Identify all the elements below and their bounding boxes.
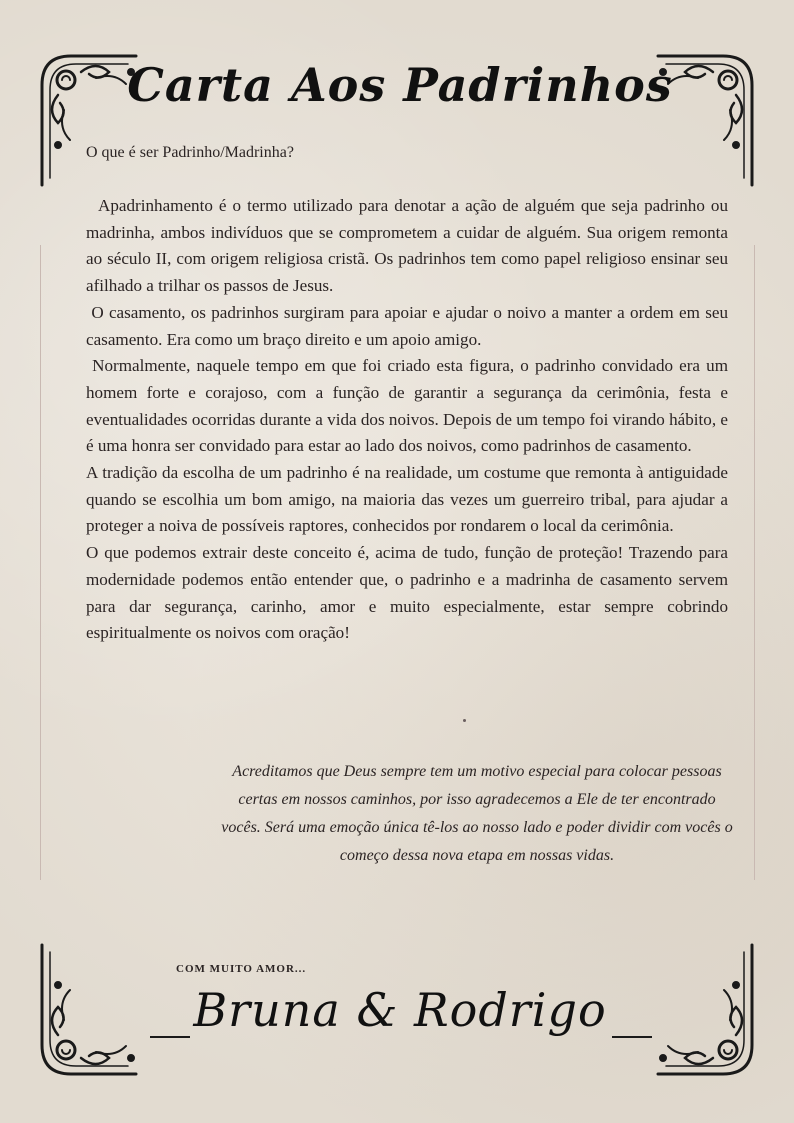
closing-salutation: COM MUITO AMOR...	[176, 963, 307, 975]
paragraph: Apadrinhamento é o termo utilizado para denotar a ação de alguém que seja padrinho ou madrinha, ambos indivíduos que se comprometem a cuidar de alguém. Sua origem remonta ao século II, com origem religiosa cristã. Os padrinhos tem como papel religioso ensinar seu afilhado a trilhar os passos de Jesus.	[86, 196, 733, 296]
right-border-rule	[754, 245, 755, 880]
decorative-dot	[463, 719, 466, 722]
signature-rule-right	[612, 1036, 652, 1038]
paragraph: Normalmente, naquele tempo em que foi criado esta figura, o padrinho convidado era um homem forte e corajoso, com a função de garantir a segurança da cerimônia, festa e eventualidades ocorridas durante a vida dos noivos. Depois de um tempo foi virando hábito, e é uma honra ser convidado para estar ao lado dos noivos, como padrinhos de casamento.	[86, 356, 733, 456]
section-heading: O que é ser Padrinho/Madrinha?	[86, 144, 294, 161]
signature-names: Bruna & Rodrigo	[193, 983, 607, 1037]
paragraph: A tradição da escolha de um padrinho é na realidade, um costume que remonta à antiguidade quando se escolhia um bom amigo, na maioria das vezes um guerreiro tribal, para ajudar a proteger a noiva de possíveis raptores, conhecidos por rondarem o local da cerimônia.	[86, 463, 728, 536]
left-border-rule	[40, 245, 41, 880]
closing-quote: Acreditamos que Deus sempre tem um motivo especial para colocar pessoas certas em nossos caminhos, por isso agradecemos a Ele de ter encontrado vocês. Será uma emoção única tê-los ao nosso lado e poder dividir com vocês o começo dessa nova etapa em nossas vidas.	[221, 763, 733, 864]
letter-body	[86, 193, 733, 647]
page-title: Carta Aos Padrinhos	[127, 58, 673, 112]
paragraph: O que podemos extrair deste conceito é, acima de tudo, função de proteção! Trazendo para modernidade podemos então entender que, o padrinho e a madrinha de casamento servem para dar segurança, carinho, amor e muito especialmente, estar sempre cobrindo espiritualmente os noivos com oração!	[86, 543, 728, 643]
paragraph: O casamento, os padrinhos surgiram para apoiar e ajudar o noivo a manter a ordem em seu casamento. Era como um braço direito e um apoio amigo.	[86, 302, 733, 349]
